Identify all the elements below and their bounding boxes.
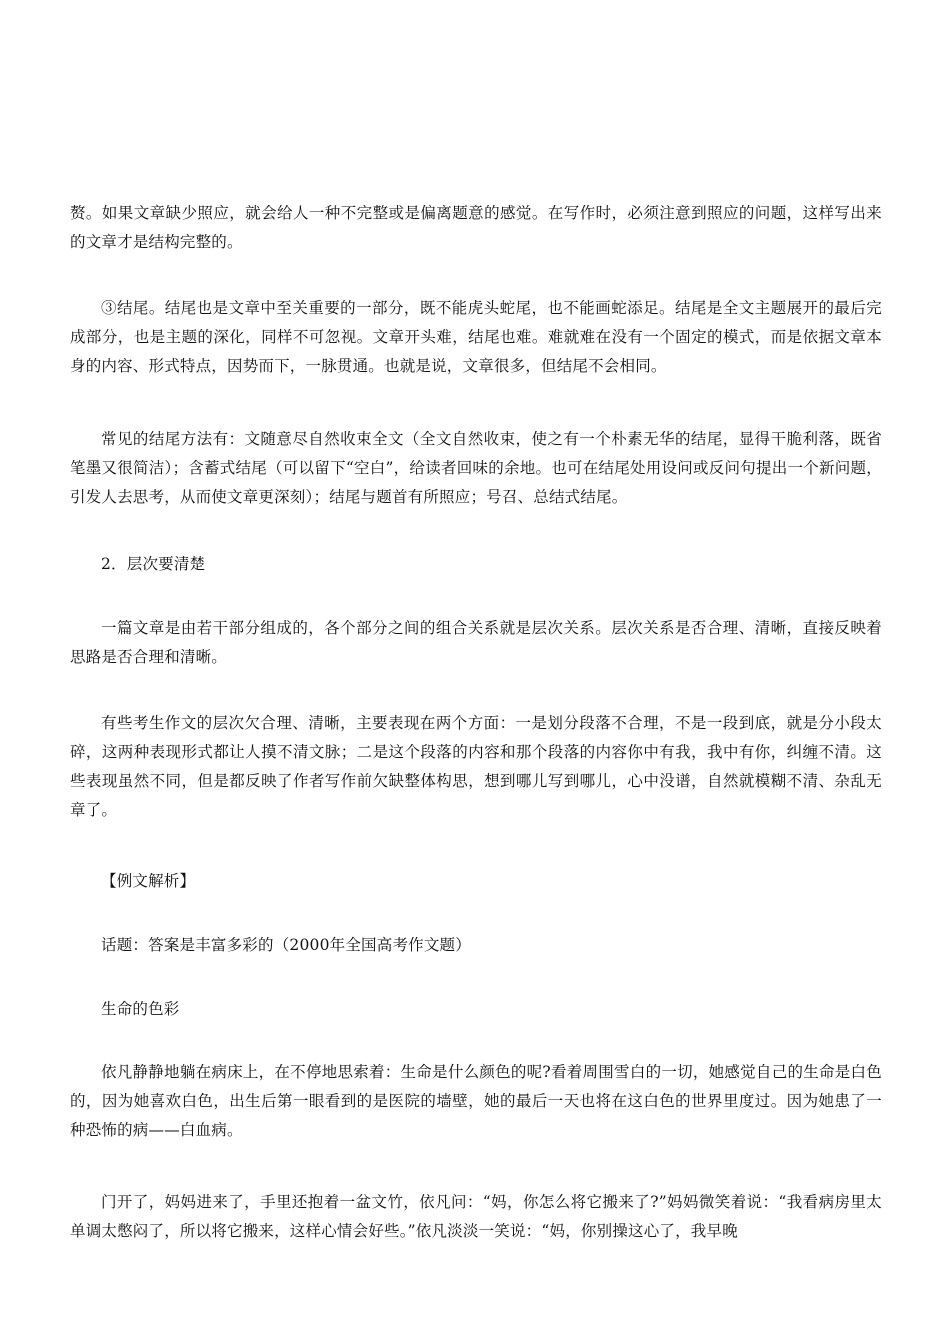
essay-paragraph-2: 门开了，妈妈进来了，手里还抱着一盆文竹，依凡问：“妈，你怎么将它搬来了?”妈妈微笑着说：“我看病房里太单调太憋闷了，所以将它搬来，这样心情会好些。”依凡淡淡一笑说：“妈，你别操这心了，我早晚 — [70, 1193, 882, 1240]
topic-line: 话题：答案是丰富多彩的（2000年全国高考作文题） — [101, 936, 471, 954]
essay-paragraph-1: 依凡静静地躺在病床上，在不停地思索着：生命是什么颜色的呢?看着周围雪白的一切，她感觉自己的生命是白色的，因为她喜欢白色，出生后第一眼看到的是医院的墙壁，她的最后一天也将在这白色的世界里度过。因为她患了一种恐怖的病——白血病。 — [70, 1063, 882, 1139]
paragraph-ending-methods: 常见的结尾方法有：文随意尽自然收束全文（全文自然收束，使之有一个朴素无华的结尾，显得干脆利落，既省笔墨又很简洁）；含蓄式结尾（可以留下“空白”，给读者回味的余地。也可在结尾处用设问或反问句提出一个新问题，引发人去思考，从而使文章更深刻）；结尾与题首有所照应；号召、总结式结尾。 — [70, 430, 882, 506]
paragraph-student-essays: 有些考生作文的层次欠合理、清晰，主要表现在两个方面：一是划分段落不合理，不是一段到底，就是分小段太碎，这两种表现形式都让人摸不清文脉；二是这个段落的内容和那个段落的内容你中有我，我中有你，纠缠不清。这些表现虽然不同，但是都反映了作者写作前欠缺整体构思，想到哪儿写到哪儿，心中没谱，自然就模糊不清、杂乱无章了。 — [70, 714, 882, 819]
essay-title: 生命的色彩 — [101, 1000, 180, 1018]
paragraph-levels: 一篇文章是由若干部分组成的，各个部分之间的组合关系就是层次关系。层次关系是否合理、清晰，直接反映着思路是否合理和清晰。 — [70, 619, 882, 666]
section-heading: 2．层次要清楚 — [101, 555, 206, 573]
example-analysis-heading: 【例文解析】 — [101, 872, 196, 890]
paragraph-continuation: 赘。如果文章缺少照应，就会给人一种不完整或是偏离题意的感觉。在写作时，必须注意到照应的问题，这样写出来的文章才是结构完整的。 — [70, 204, 882, 251]
paragraph-ending: ③结尾。结尾也是文章中至关重要的一部分，既不能虎头蛇尾，也不能画蛇添足。结尾是全文主题展开的最后完成部分，也是主题的深化，同样不可忽视。文章开头难，结尾也难。难就难在没有一个固定的模式，而是依据文章本身的内容、形式特点，因势而下，一脉贯通。也就是说，文章很多，但结尾不会相同。 — [70, 299, 882, 375]
